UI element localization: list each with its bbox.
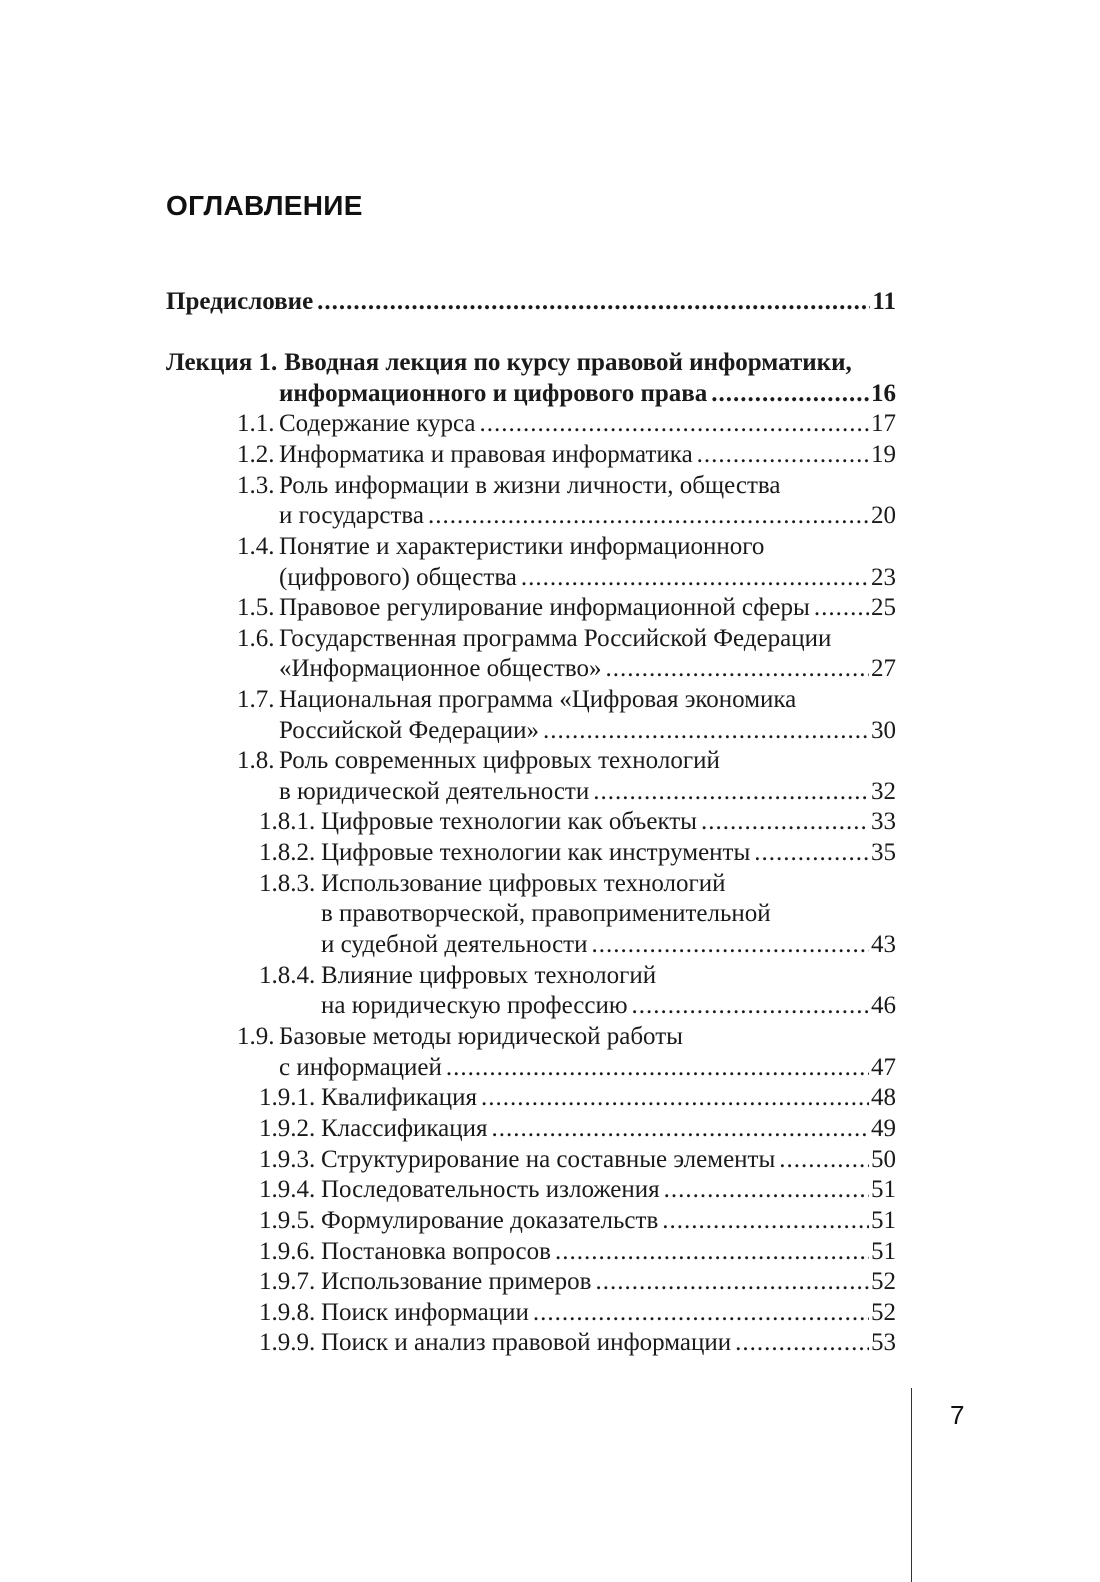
toc-page-number: 27	[871, 655, 896, 682]
toc-entry-title: Поиск и анализ правовой информации	[321, 1329, 732, 1356]
toc-page-number: 30	[871, 717, 896, 744]
toc-entry-1-8-3[interactable]	[259, 868, 896, 899]
toc-entry-title: Роль современных цифровых технологий	[279, 747, 720, 774]
toc-entry-title: Постановка вопросов	[321, 1238, 551, 1265]
toc-page-number: 49	[871, 1115, 896, 1142]
toc-entry-1-4-cont[interactable]	[279, 562, 896, 593]
toc-page-number: 23	[871, 564, 896, 591]
page-title: ОГЛАВЛЕНИЕ	[166, 190, 363, 221]
toc-entry-number: 1.9.8.	[259, 1299, 316, 1326]
dot-leader	[754, 837, 869, 868]
toc-entry-number: 1.4.	[237, 533, 275, 560]
toc-page-number: 48	[871, 1084, 896, 1111]
toc-page-number: 19	[871, 441, 896, 468]
toc-entry-title: Государственная программа Российской Федерации	[279, 625, 832, 652]
dot-leader	[632, 990, 869, 1021]
toc-entry-title: в правотворческой, правоприменительной	[321, 900, 771, 927]
toc-entry-title: и государства	[279, 502, 424, 529]
toc-entry-1-8-cont[interactable]	[279, 776, 896, 807]
toc-entry-number: 1.9.7.	[259, 1268, 316, 1295]
toc-entry-number: 1.8.1.	[259, 808, 316, 835]
dot-leader	[480, 408, 869, 439]
dot-leader	[711, 378, 869, 409]
toc-entry-1-9-5[interactable]	[259, 1205, 896, 1236]
toc-entry-1-6[interactable]	[237, 623, 896, 654]
toc-entry-number: 1.2.	[237, 441, 275, 468]
toc-entry-number: 1.5.	[237, 594, 275, 621]
toc-entry-title: Классификация	[321, 1115, 488, 1142]
toc-entry-number: 1.7.	[237, 686, 275, 713]
toc-page-number: 52	[871, 1299, 896, 1326]
toc-entry-1-5[interactable]	[237, 592, 896, 623]
toc-entry-number: 1.9.5.	[259, 1207, 316, 1234]
toc-page-number: 53	[871, 1329, 896, 1356]
toc-entry-1-9-6[interactable]	[259, 1236, 896, 1267]
toc-entry-1-7[interactable]	[237, 684, 896, 715]
dot-leader	[481, 1082, 869, 1113]
toc-entry-1-9-7[interactable]	[259, 1266, 896, 1297]
toc-entry-lecture-1[interactable]	[166, 347, 896, 378]
toc-entry-1-8[interactable]	[237, 745, 896, 776]
dot-leader	[317, 286, 870, 317]
toc-entry-title: Информатика и правовая информатика	[279, 441, 693, 468]
dot-leader	[446, 1052, 869, 1083]
dot-leader	[664, 1174, 869, 1205]
toc-page-number: 17	[871, 410, 896, 437]
toc-entry-1-9-8[interactable]	[259, 1297, 896, 1328]
toc-page-number: 32	[871, 778, 896, 805]
toc-entry-number: 1.9.2.	[259, 1115, 316, 1142]
toc-entry-number: 1.1.	[237, 410, 275, 437]
toc-entry-preface[interactable]	[166, 286, 896, 317]
toc-entry-title: Поиск информации	[321, 1299, 529, 1326]
margin-rule	[911, 1388, 912, 1582]
toc-page-number: 51	[871, 1207, 896, 1234]
toc-entry-title: Квалификация	[321, 1084, 478, 1111]
dot-leader	[555, 1236, 869, 1267]
toc-entry-1-4[interactable]	[237, 531, 896, 562]
dot-leader	[697, 439, 869, 470]
toc-entry-1-9-1[interactable]	[259, 1082, 896, 1113]
toc-entry-title: Понятие и характеристики информационного	[279, 533, 765, 560]
toc-entry-1-9-4[interactable]	[259, 1174, 896, 1205]
toc-entry-title: информационного и цифрового права	[279, 380, 708, 407]
toc-entry-title: Использование цифровых технологий	[321, 870, 726, 897]
toc-entry-title: Вводная лекция по курсу правовой информатики,	[284, 349, 852, 376]
toc-entry-number: 1.8.3.	[259, 870, 316, 897]
toc-entry-title: и судебной деятельности	[321, 931, 588, 958]
dot-leader	[533, 1297, 869, 1328]
toc-entry-1-9-cont[interactable]	[279, 1052, 896, 1083]
toc-entry-number: 1.8.	[237, 747, 275, 774]
toc-entry-title: Правовое регулирование информационной сферы	[279, 594, 810, 621]
toc-entry-title: Последовательность изложения	[321, 1176, 660, 1203]
toc-entry-number: 1.8.4.	[259, 962, 316, 989]
dot-leader	[735, 1327, 869, 1358]
toc-entry-1-9-3[interactable]	[259, 1144, 896, 1175]
dot-leader	[543, 715, 869, 746]
toc-entry-number: 1.9.	[237, 1023, 275, 1050]
toc-entry-title: Национальная программа «Цифровая экономика	[279, 686, 797, 713]
toc-page-number: 52	[871, 1268, 896, 1295]
toc-page-number: 20	[871, 502, 896, 529]
toc-entry-title: в юридической деятельности	[279, 778, 590, 805]
toc-page-number: 33	[871, 808, 896, 835]
toc-entry-1-8-3-cont[interactable]	[321, 898, 896, 929]
page-number: 7	[950, 1400, 965, 1430]
toc-page-number: 25	[871, 594, 896, 621]
toc-entry-title: Роль информации в жизни личности, общества	[279, 472, 781, 499]
dot-leader	[662, 1205, 869, 1236]
toc-entry-title: Структурирование на составные элементы	[321, 1146, 776, 1173]
toc-entry-1-9[interactable]	[237, 1021, 896, 1052]
toc-entry-number: 1.9.1.	[259, 1084, 316, 1111]
toc-entry-1-1[interactable]	[237, 408, 896, 439]
toc-page-number: 50	[871, 1146, 896, 1173]
toc-entry-1-7-cont[interactable]	[279, 715, 896, 746]
toc-entry-title: Содержание курса	[279, 410, 476, 437]
toc-entry-number: Лекция 1.	[166, 349, 278, 376]
toc-entry-1-8-2[interactable]	[259, 837, 896, 868]
toc-entry-title: на юридическую профессию	[321, 992, 628, 1019]
toc-entry-title: Предисловие	[166, 288, 314, 315]
dot-leader	[779, 1144, 869, 1175]
toc-page-number: 11	[872, 288, 896, 315]
dot-leader	[593, 776, 869, 807]
toc-entry-1-8-3-cont[interactable]	[321, 929, 896, 960]
toc-entry-title: Использование примеров	[321, 1268, 592, 1295]
toc-entry-1-3-cont[interactable]	[279, 500, 896, 531]
dot-leader	[521, 562, 869, 593]
dot-leader	[492, 1113, 869, 1144]
toc-entry-title: Влияние цифровых технологий	[321, 962, 657, 989]
toc-entry-1-6-cont[interactable]	[279, 653, 896, 684]
dot-leader	[595, 1266, 869, 1297]
dot-leader	[428, 500, 869, 531]
toc-entry-number: 1.6.	[237, 625, 275, 652]
toc-entry-1-9-9[interactable]	[259, 1327, 896, 1358]
dot-leader	[591, 929, 869, 960]
toc-entry-1-2[interactable]	[237, 439, 896, 470]
toc-entry-number: 1.3.	[237, 472, 275, 499]
toc-entry-1-8-4[interactable]	[259, 960, 896, 991]
toc-entry-title: Формулирование доказательств	[321, 1207, 659, 1234]
toc-entry-1-8-4-cont[interactable]	[321, 990, 896, 1021]
toc-entry-1-9-2[interactable]	[259, 1113, 896, 1144]
dot-leader	[814, 592, 869, 623]
toc-page-number: 35	[871, 839, 896, 866]
toc-entry-title: «Информационное общество»	[279, 655, 602, 682]
toc-entry-number: 1.9.6.	[259, 1238, 316, 1265]
toc-entry-number: 1.8.2.	[259, 839, 316, 866]
toc-entry-number: 1.9.9.	[259, 1329, 316, 1356]
toc-page-number: 46	[871, 992, 896, 1019]
toc-entry-number: 1.9.4.	[259, 1176, 316, 1203]
toc-entry-1-8-1[interactable]	[259, 806, 896, 837]
toc-entry-title: Цифровые технологии как объекты	[321, 808, 697, 835]
toc-entry-1-3[interactable]	[237, 470, 896, 501]
toc-entry-number: 1.9.3.	[259, 1146, 316, 1173]
toc-entry-title: с информацией	[279, 1054, 442, 1081]
toc-entry-title: (цифрового) общества	[279, 564, 517, 591]
toc-entry-title: Цифровые технологии как инструменты	[321, 839, 751, 866]
dot-leader	[701, 806, 869, 837]
toc-entry-title: Российской Федерации»	[279, 717, 540, 744]
toc-page-number: 51	[871, 1176, 896, 1203]
toc-page-number: 51	[871, 1238, 896, 1265]
toc-entry-lecture-1-cont[interactable]	[279, 378, 896, 409]
toc-page-number: 16	[871, 380, 896, 407]
toc-entry-title: Базовые методы юридической работы	[279, 1023, 683, 1050]
toc-page-number: 47	[871, 1054, 896, 1081]
toc-page-number: 43	[871, 931, 896, 958]
dot-leader	[606, 653, 869, 684]
